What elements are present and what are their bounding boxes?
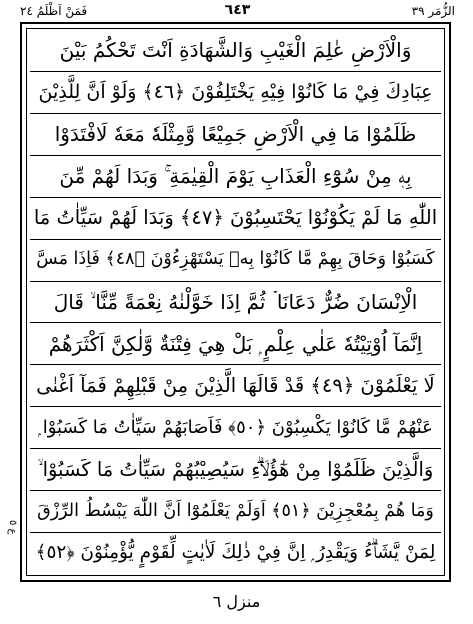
- verse-line: اِنَّمَآ اُوْتِيْتُهٗ عَلٰي عِلْمٍ ۭ بَلْ هِيَ فِتْنَةٌ وَّلٰكِنَّ اَكْثَرَهُمْ: [30, 323, 441, 365]
- verse-line: لِمَنْ يَّشَاۗءُ وَيَقْدِرُ ۭ اِنَّ فِيْ ذٰلِكَ لَاٰيٰتٍ لِّقَوْمٍ يُّؤْمِنُوْنَ ﴿٥٢﴾: [35, 542, 436, 564]
- surah-name: الزُّمَر ٣٩: [411, 4, 455, 18]
- verse-line: ظَلَمُوْا مَا فِي الْاَرْضِ جَمِيْعًا وَّمِثْلَهٗ مَعَهٗ لَافْتَدَوْا: [30, 114, 441, 156]
- verse-line: عِبَادِكَ فِيْ مَا كَانُوْا فِيْهِ يَخْتَلِفُوْنَ ﴿٤٦﴾ وَلَوْ اَنَّ لِلَّذِيْنَ: [30, 72, 441, 114]
- juz-name: فَمَنْ اَظْلَمُ ٢٤: [20, 4, 88, 18]
- verse-line: كَسَبُوْا وَحَاقَ بِهِمْ مَّا كَانُوْا بِهٖ يَسْتَهْزِءُوْنَ ﴿٤٨﴾ فَاِذَا مَسَّ: [30, 240, 441, 282]
- verse-line: وَالْاَرْضِ عٰلِمَ الْغَيْبِ وَالشَّهَادَةِ اَنْتَ تَحْكُمُ بَيْنَ: [30, 30, 441, 72]
- manzil-label: منزل ٦: [212, 592, 261, 611]
- ruku-marker: ع ٥: [7, 520, 18, 535]
- verse-line: بِهٖ مِنْ سُوْٓءِ الْعَذَابِ يَوْمَ الْقِيٰمَةِ ۚ وَبَدَا لَهُمْ مِّنَ: [30, 156, 441, 198]
- page-header: [20, 0, 455, 22]
- verse-line: وَمَا هُمْ بِمُعْجِزِيْنَ ﴿٥١﴾ اَوَلَمْ يَعْلَمُوْٓا اَنَّ اللّٰهَ يَبْسُطُ الرِّزْقَ: [30, 491, 441, 533]
- verse-line: عَنْهُمْ مَّا كَانُوْا يَكْسِبُوْنَ ﴿٥٠﴾ فَاَصَابَهُمْ سَيِّاٰتُ مَا كَسَبُوْا ۭ: [30, 407, 441, 449]
- verse-line: وَالَّذِيْنَ ظَلَمُوْا مِنْ هٰٓؤُلَاۗءِ سَيُصِيْبُهُمْ سَيِّاٰتُ مَا كَسَبُوْا ۙ: [30, 449, 441, 491]
- verse-lines: [30, 30, 441, 574]
- page-number: ٦٤٣: [224, 2, 251, 18]
- verse-line: اللّٰهِ مَا لَمْ يَكُوْنُوْا يَحْتَسِبُوْنَ ﴿٤٧﴾ وَبَدَا لَهُمْ سَيِّاٰتُ مَا: [30, 198, 441, 240]
- verse-line: لَا يَعْلَمُوْنَ ﴿٤٩﴾ قَدْ قَالَهَا الَّذِيْنَ مِنْ قَبْلِهِمْ فَمَآ اَغْنٰى: [30, 365, 441, 407]
- verse-line: الْاِنْسَانَ ضُرٌّ دَعَانَا ۡ ثُمَّ اِذَا خَوَّلْنٰهُ نِعْمَةً مِّنَّا ۙ قَالَ: [30, 282, 441, 324]
